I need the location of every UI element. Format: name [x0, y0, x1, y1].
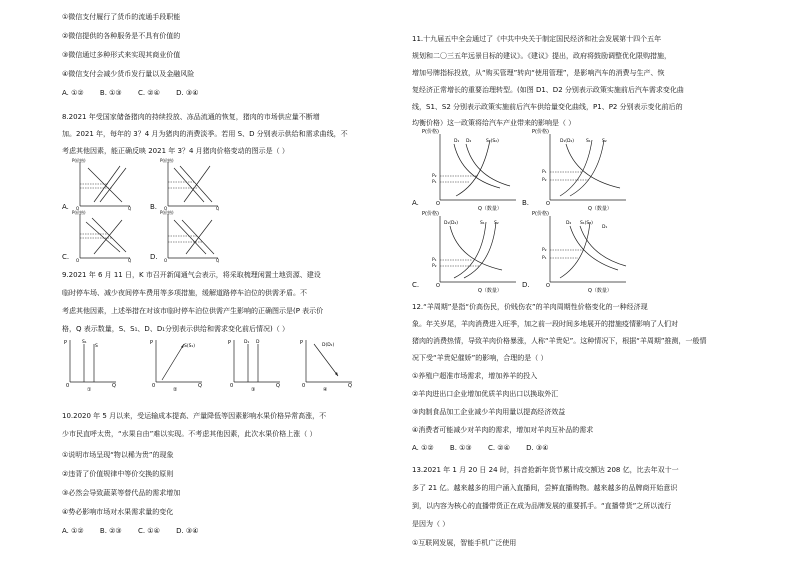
q8-graph-b-y-label: P(价格) — [160, 158, 174, 163]
q8-label-c: C. — [62, 253, 70, 261]
q12-text-3: 猪肉的消费热情，导致羊肉价格暴涨，人称“羊贵妃”。这种情况下，根据“羊周期”推测，一般情 — [412, 337, 707, 345]
q11-text-1: 11.十九届五中全会通过了《中共中央关于制定国民经济和社会发展第十四个五年 — [412, 35, 662, 43]
q11-graph-c-y-label: P(价格) — [422, 211, 439, 217]
q12-text-4: 况下受“羊贵妃催娇”的影响，合理的是（ ） — [412, 354, 548, 362]
q11-graph-c-tick-p1: P₁ — [432, 258, 437, 263]
q10-choices — [62, 528, 212, 535]
q11-graph-c-curve-s2: S₂ — [494, 221, 499, 226]
q9-graph-3-label: ③ — [251, 387, 256, 393]
q10-option-1: ①说明市场呈现“物以稀为贵”的现象 — [62, 451, 174, 459]
q9-graph-1 — [62, 336, 118, 392]
q13-text-1: 13.2021 年 1 月 20 日 24 时，抖音抢新年货节累计成交额达 208 亿，比去年双十一 — [412, 466, 679, 474]
q7-option-3: ③微信通过多种形式来实现其商业价值 — [62, 51, 181, 59]
q13-text-4: 是因为（ ） — [412, 520, 450, 528]
q13-text-2: 多了 21 亿。越来越多的用户涌入直播间，尝鲜直播购物。越来越多的品牌商开始意识 — [412, 484, 678, 492]
q8-text-3: 考虑其他因素，能正确反映 2021 年 3？4 月猪肉价格变动的图示是（ ） — [62, 147, 289, 155]
q11-graph-c-origin: O — [436, 283, 440, 289]
svg-text:Q: Q — [112, 383, 116, 389]
q9-text-4: 格，Q 表示数量，S、S₁、D、D₁分别表示供给和需求变化前后情况)（ ） — [62, 325, 289, 333]
q11-text-5: 线，S1、S2 分别表示政策实施前后汽车供给量变化曲线，P1、P2 分别表示变化前后的 — [412, 103, 683, 111]
q9-graph-4-label: ④ — [323, 387, 328, 393]
q13-text-3: 到，以内容为核心的直播带货正在成为品牌发展的重要抓手。“直播带货”之所以流行 — [412, 502, 672, 510]
q8-label-d: D. — [150, 253, 158, 261]
q8-graph-b-origin: O — [164, 206, 168, 211]
q11-graph-c-tick-p2: P₂ — [432, 264, 437, 269]
q11-graph-b-tick-p2: P₂ — [542, 178, 547, 183]
q9-graph-3 — [226, 336, 282, 392]
q12-choice-d[interactable]: D. ③④ — [526, 444, 549, 452]
q11-graph-d-tick-p1: P₁ — [542, 256, 547, 261]
q8-graph-c-y-label: P(价格) — [72, 210, 86, 215]
q9-graph-1-curve-s: S — [95, 344, 98, 349]
svg-text:0: 0 — [152, 383, 156, 389]
q10-choice-d[interactable]: D. ③④ — [176, 527, 199, 535]
q7-option-2: ②微信提供的各种服务是不具有价值的 — [62, 32, 181, 40]
q9-graph-3-curve-d1: D₁ — [244, 340, 250, 345]
q7-choice-c[interactable]: C. ②④ — [137, 89, 160, 97]
q12-option-4: ④消费者可能减少对羊肉的需求，增加对羊肉互补品的需求 — [412, 426, 594, 434]
q11-graph-c-curve-d1d2: D₁(D₂) — [444, 221, 459, 226]
q11-graph-a-curve-s1s2: S₁(S₂) — [486, 139, 499, 144]
q8-graph-a-origin: O — [76, 206, 80, 211]
q11-graph-d — [530, 208, 630, 294]
q11-label-a: A. — [412, 199, 419, 207]
q11-graph-b-curve-d1d2: D₁(D₂) — [560, 139, 575, 144]
q11-label-b: B. — [522, 199, 530, 207]
q11-graph-a-curve-d1: D₁ — [454, 139, 460, 144]
q12-option-3: ③肉制食品加工企业减少羊肉用量以提高经济效益 — [412, 408, 566, 416]
q11-graph-a-tick-p1: P₁ — [432, 180, 437, 185]
q7-choice-d[interactable]: D. ③④ — [176, 89, 199, 97]
q12-text-1: 12.“羊周期”是指“价高伤民，价贱伤农”的羊肉周期性价格变化的一种经济现 — [412, 303, 648, 311]
svg-text:Q: Q — [348, 383, 352, 389]
q9-text-2: 临时停车场、减少夜间停车费用等多项措施，缓解道路停车泊位的供需矛盾。不 — [62, 289, 307, 297]
q8-graph-b — [160, 158, 220, 210]
q11-label-d: D. — [522, 281, 530, 289]
q7-choice-a[interactable]: A. ①② — [62, 89, 84, 97]
q12-choice-b[interactable]: B. ①③ — [449, 444, 472, 452]
q8-graph-a-x-label: Q — [128, 206, 132, 211]
q11-graph-d-origin: O — [546, 283, 550, 289]
svg-text:P: P — [300, 340, 304, 346]
q8-graph-c — [72, 210, 132, 262]
q11-graph-a-origin: O — [436, 201, 440, 207]
svg-text:P: P — [150, 340, 154, 346]
q11-graph-c-x-label: Q（数量） — [478, 288, 502, 294]
q8-graph-d-y-label: P(价格) — [160, 210, 174, 215]
q10-text-1: 10.2020 年 5 月以来，受运输成本提高、产量降低等因素影响水果价格异常高涨，不 — [62, 412, 327, 420]
q10-text-2: 少市民直呼太贵，“水果自由”难以实现。不考虑其他因素，此次水果价格上涨（ ） — [62, 430, 317, 438]
q12-text-2: 象。年关岁尾，羊肉消费进入旺季，加之前一段时间多地展开的措施疫情影响了人们对 — [412, 320, 678, 328]
q8-graph-c-x-label: Q — [128, 258, 132, 263]
q11-graph-a — [420, 126, 520, 212]
svg-text:P: P — [228, 340, 232, 346]
svg-text:0: 0 — [230, 383, 234, 389]
q11-graph-d-x-label: Q（数量） — [588, 288, 612, 294]
svg-text:Q: Q — [276, 383, 280, 389]
q10-option-3: ③必然会导致蔬菜等替代品的需求增加 — [62, 489, 181, 497]
q12-option-1: ①养殖户超准市场需求，增加养羊的投入 — [412, 372, 538, 380]
q7-choices — [62, 90, 212, 97]
q11-text-6: 均衡价格）这一政策将给汽车产业带来的影响是（ ） — [412, 119, 576, 127]
q9-graph-3-curve-d: D — [256, 340, 260, 345]
q8-graph-a — [72, 158, 132, 210]
q10-choice-c[interactable]: C. ①④ — [137, 527, 160, 535]
q11-graph-b-curve-s2: S₂ — [602, 139, 607, 144]
q8-label-b: B. — [150, 203, 158, 211]
q8-graph-d-x-label: Q — [216, 258, 220, 263]
q11-graph-d-tick-p2: P₂ — [542, 248, 547, 253]
q8-graph-c-origin: O — [76, 258, 80, 263]
q13-option-1: ①互联网发展，智能手机广泛使用 — [412, 539, 517, 547]
svg-text:0: 0 — [302, 383, 306, 389]
q8-label-a: A. — [62, 203, 69, 211]
q7-choice-b[interactable]: B. ①③ — [99, 89, 122, 97]
q11-graph-c — [420, 208, 520, 294]
q11-graph-d-curve-s1s2: S₁(S₂) — [580, 221, 593, 226]
q11-text-3: 增加号牌指标投放，从“购买管理”转向“使用管理”，是影响汽车的消费与生产、恢 — [412, 69, 665, 77]
svg-text:P: P — [64, 340, 68, 346]
q9-text-1: 9.2021 年 6 月 11 日，K 市召开新闻通气会表示，将采取梳理闲置土地资源、建设 — [62, 271, 321, 279]
q9-graph-1-label: ① — [87, 387, 92, 393]
q8-graph-d — [160, 210, 220, 262]
q11-graph-d-curve-d1: D₁ — [602, 225, 608, 230]
q11-graph-a-y-label: P(价格) — [422, 129, 439, 135]
q11-graph-d-y-label: P(价格) — [532, 211, 549, 217]
q10-choice-a[interactable]: A. ①② — [62, 527, 84, 535]
q8-graph-a-y-label: P(价格) — [72, 158, 86, 163]
q9-graph-1-curve-s1: S₁ — [82, 340, 87, 345]
q11-text-4: 复经济正常增长的重要治理转型。(如图 D1、D2 分别表示政策实施前后汽车需求变化曲 — [412, 86, 684, 94]
q10-choice-b[interactable]: B. ②③ — [99, 527, 122, 535]
q11-graph-a-curve-d2: D₂ — [466, 139, 472, 144]
q11-graph-b-y-label: P(价格) — [532, 129, 549, 135]
q11-graph-b-curve-s1: S₁ — [586, 139, 591, 144]
q7-option-1: ①微信支付履行了货币的流通手段职能 — [62, 13, 181, 21]
q9-graph-4-curve-d: D(D₁) — [322, 343, 335, 348]
q11-text-2: 规划和二〇三五年远景目标的建议》。《建议》提出，政府将鼓励调整优化限购措施， — [412, 52, 671, 60]
q12-option-2: ②羊肉进出口企业增加优质羊肉出口以换取外汇 — [412, 390, 559, 398]
q7-option-4: ④微信支付会减少货币发行量以及金融风险 — [62, 70, 195, 78]
q8-text-2: 加。2021 年，每年的 3？4 月为猪肉的消费淡季。若用 S、D 分别表示供给和需求曲线，不 — [62, 130, 348, 138]
q12-choice-a[interactable]: A. ①② — [412, 444, 434, 452]
q12-choices — [412, 445, 562, 452]
q11-graph-b-tick-p1: P₁ — [542, 170, 547, 175]
q11-graph-b-x-label: Q（数量） — [588, 206, 612, 212]
q12-choice-c[interactable]: C. ②④ — [487, 444, 510, 452]
q9-graph-2-curve-s: S(S₁) — [184, 344, 196, 349]
q8-graph-d-origin: O — [164, 258, 168, 263]
q11-graph-b-origin: O — [546, 201, 550, 207]
svg-text:0: 0 — [66, 383, 70, 389]
q11-graph-d-curve-d2: D₂ — [566, 221, 572, 226]
q9-graph-2 — [148, 336, 204, 392]
q9-graph-4 — [298, 336, 354, 392]
q9-text-3: 考虑其他因素，上述举措在对该市临时停车泊位供需产生影响的正确图示是(P 表示价 — [62, 307, 324, 315]
q11-graph-b — [530, 126, 630, 212]
q11-graph-a-tick-p2: P₂ — [432, 174, 437, 179]
q8-text-1: 8.2021 年受国家储备猪肉的持续投放、冻品流通的恢复，猪肉的市场供应量不断增 — [62, 113, 320, 121]
q11-label-c: C. — [412, 281, 420, 289]
q11-graph-c-curve-s1: S₁ — [480, 221, 485, 226]
svg-text:Q: Q — [198, 383, 202, 389]
q8-graph-b-x-label: Q — [216, 206, 220, 211]
q10-option-2: ②违背了价值规律中等价交换的原则 — [62, 470, 174, 478]
q11-graph-a-x-label: Q（数量） — [478, 206, 502, 212]
q10-option-4: ④势必影响市场对水果需求量的变化 — [62, 508, 174, 516]
q9-graph-2-label: ② — [173, 387, 178, 393]
